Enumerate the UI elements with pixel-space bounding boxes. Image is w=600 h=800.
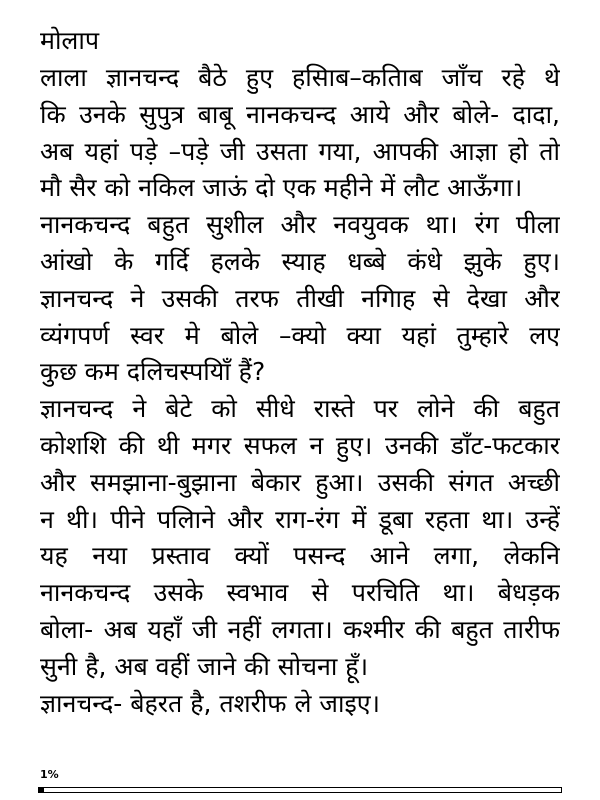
text-line-12: और समझाना-बुझाना बेकार हुआ। उसकी संगत अच्छी: [40, 467, 560, 497]
progress-percent: 1%: [40, 768, 59, 781]
text-line-4: मौ सैर को नकिल जाऊं दो एक महीने में लौट आऊँगा।: [40, 173, 523, 203]
text-line-3: अब यहां पड़े –पड़े जी उसता गया, आपकी आज्ञा हो तो: [40, 136, 560, 166]
text-line-18: ज्ञानचन्द- बेहरत है, तशरीफ ले जाइए।: [40, 688, 381, 718]
text-line-8: व्यंगपर्ण स्वर मे बोले –क्यो क्या यहां तुम्हारे लए: [40, 320, 560, 350]
text-line-9: कुछ कम दलिचस्पयिाँ हैं?: [40, 357, 266, 387]
text-line-2: कि उनके सुपुत्र बाबू नानकचन्द आये और बोले- दादा,: [40, 99, 560, 129]
progress-bar-fill: [39, 788, 44, 792]
page-title: मोलाप: [40, 26, 100, 55]
text-line-17: सुनी है, अब वहीं जाने की सोचना हूँ।: [40, 651, 369, 681]
text-line-15: नानकचन्द उसके स्वभाव से परचिति था। बेधड़क: [40, 578, 560, 608]
book-text: [40, 60, 560, 722]
text-line-10: ज्ञानचन्द ने बेटे को सीधे रास्ते पर लोने की बहुत: [40, 394, 560, 424]
text-line-16: बोला- अब यहाँ जी नहीं लगता। कश्मीर की बहुत तारीफ: [40, 614, 560, 644]
text-line-11: कोशशि की थी मगर सफल न हुए। उनकी डाँट-फटकार: [40, 430, 560, 460]
text-line-6: आंखो के गर्दि हलके स्याह धब्बे कंधे झुके हुए।: [40, 246, 560, 276]
text-line-5: नानकचन्द बहुत सुशील और नवयुवक था। रंग पीला: [40, 210, 560, 240]
text-line-13: न थी। पीने पलिाने और राग-रंग में डूबा रहता था। उन्हें: [40, 504, 560, 534]
text-line-14: यह नया प्रस्ताव क्यों पसन्द आने लगा, लेकनि: [40, 541, 560, 571]
text-line-1: लाला ज्ञानचन्द बैठे हुए हसिाब–कतिाब जाँच रहे थे: [40, 63, 560, 92]
progress-bar: [38, 787, 562, 793]
text-line-7: ज्ञानचन्द ने उसकी तरफ तीखी नगिाह से देखा और: [40, 283, 560, 313]
